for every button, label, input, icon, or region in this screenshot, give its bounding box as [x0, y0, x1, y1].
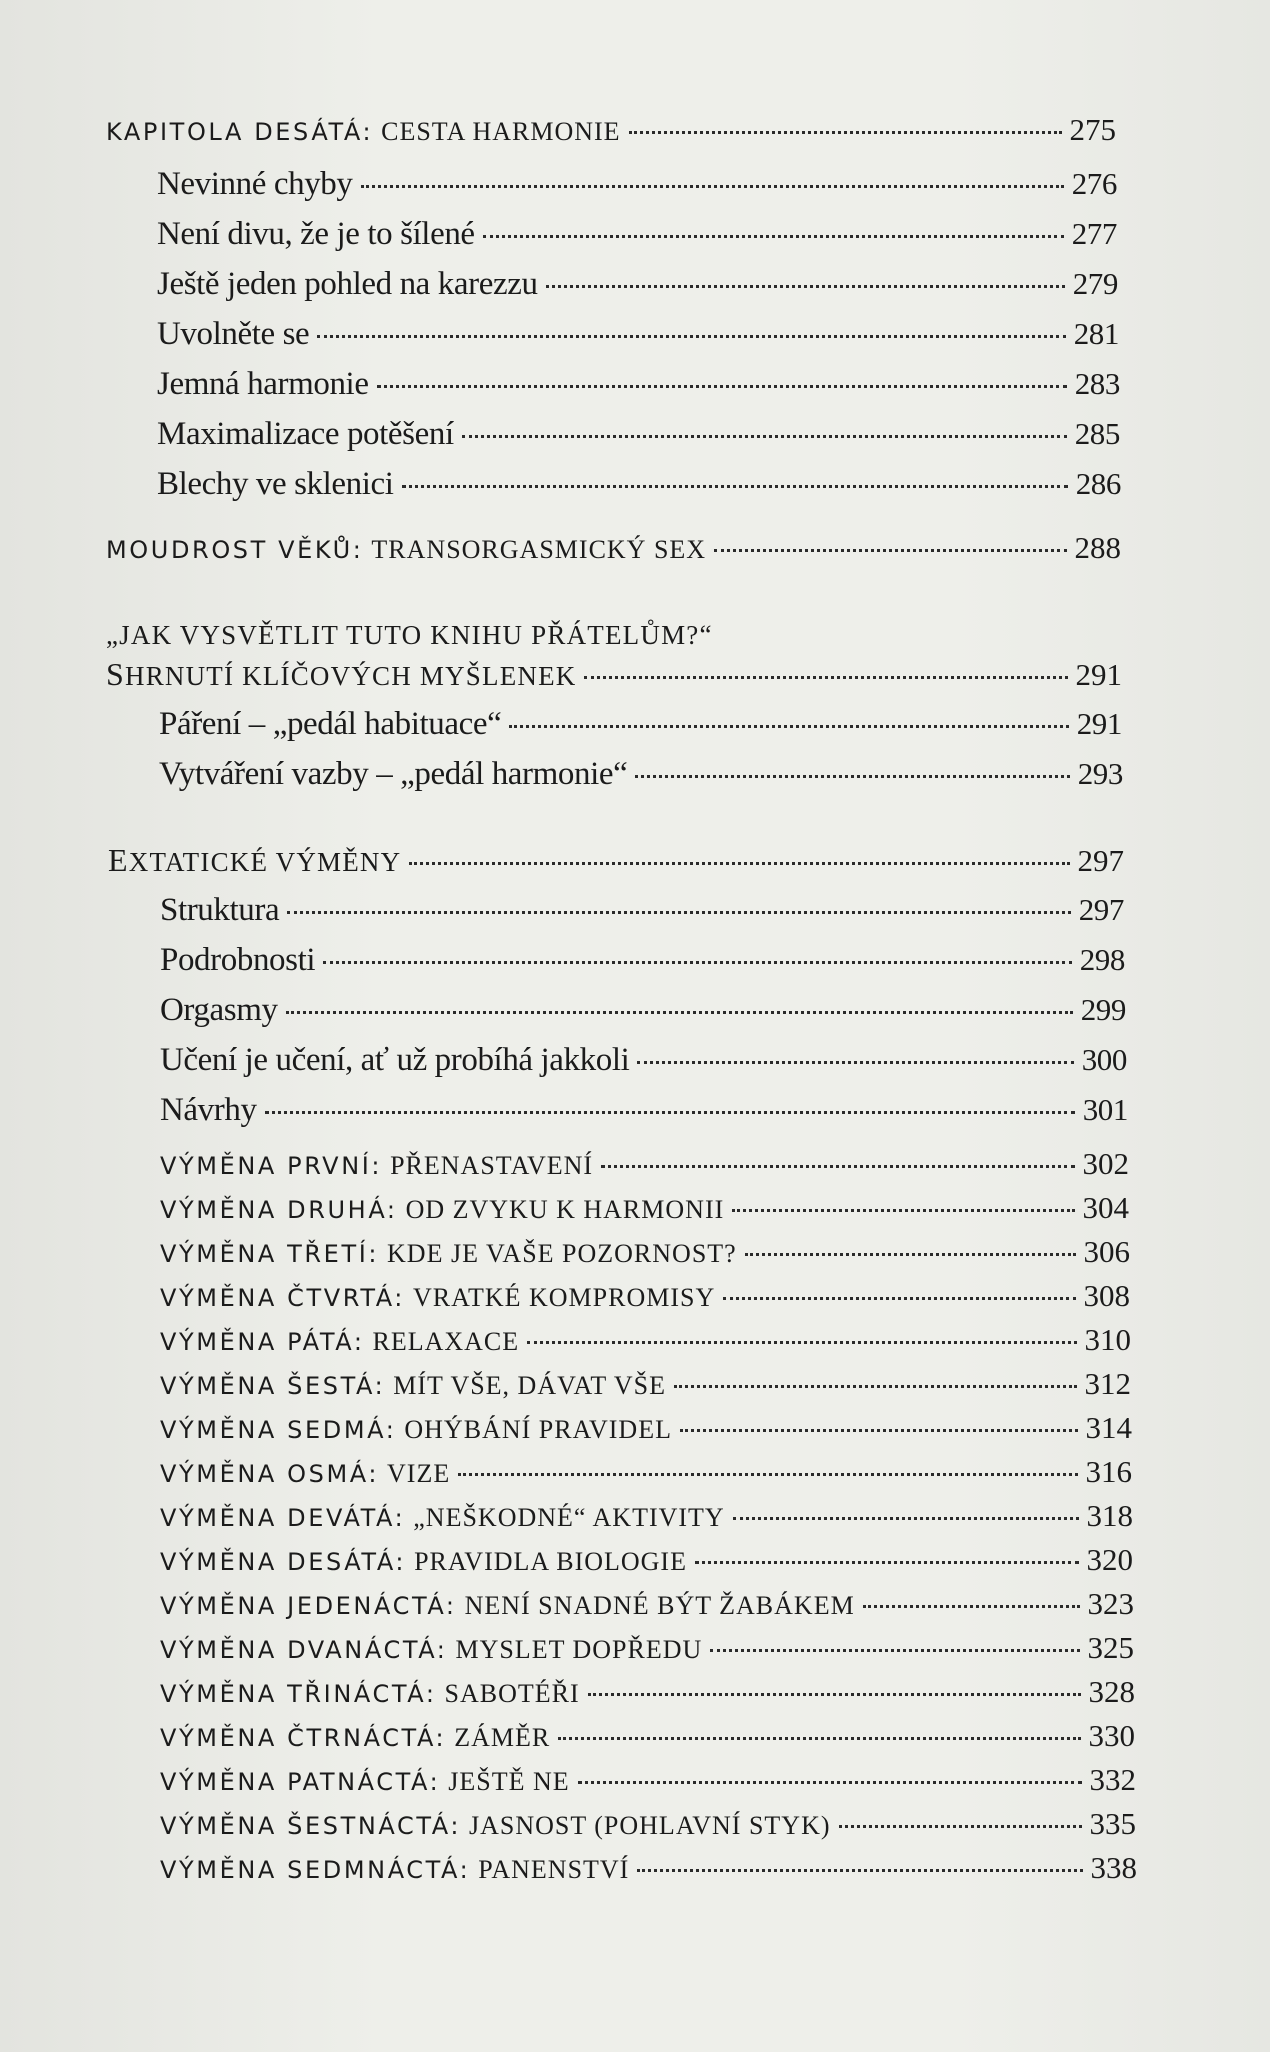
entry-text	[160, 1282, 715, 1313]
entry-title: Učení je učení, ať už probíhá jakkoli	[160, 1042, 630, 1078]
toc-entry	[157, 366, 1120, 403]
page-number: 328	[1088, 1674, 1135, 1709]
exchange-label: VÝMĚNA DRUHÁ:	[160, 1196, 398, 1224]
page-number: 320	[1086, 1542, 1133, 1577]
page-number: 332	[1089, 1762, 1136, 1797]
toc-chapter-entry	[106, 656, 1122, 693]
entry-title: EXTATICKÉ VÝMĚNY	[108, 842, 402, 878]
entry-title: Podrobnosti	[160, 942, 316, 978]
exchange-label: VÝMĚNA ČTVRTÁ:	[160, 1284, 405, 1312]
exchange-title: VIZE	[387, 1459, 451, 1488]
exchange-label: VÝMĚNA PÁTÁ:	[160, 1328, 365, 1356]
toc-exchange-entry	[160, 1234, 1130, 1270]
exchange-label: VÝMĚNA DEVÁTÁ:	[160, 1504, 406, 1532]
entry-text	[160, 1546, 687, 1577]
leader-dots	[745, 1253, 1076, 1256]
toc-entry	[160, 992, 1126, 1029]
exchange-label: VÝMĚNA DESÁTÁ:	[160, 1548, 407, 1576]
page-number: 297	[1078, 892, 1124, 927]
page-number: 276	[1071, 166, 1117, 201]
entry-text	[160, 1590, 855, 1621]
exchange-title: SABOTÉŘI	[444, 1679, 580, 1708]
leader-dots	[546, 285, 1065, 288]
entry-text	[160, 1414, 672, 1445]
leader-dots	[377, 385, 1067, 388]
page-number: 297	[1077, 843, 1124, 878]
page-number: 277	[1071, 216, 1117, 251]
entry-title: Orgasmy	[160, 992, 278, 1028]
toc-exchange-entry	[160, 1410, 1132, 1446]
leader-dots	[732, 1209, 1074, 1212]
exchange-title: „NEŠKODNÉ“ AKTIVITY	[413, 1503, 725, 1532]
page-number: 338	[1090, 1850, 1137, 1885]
toc-exchange-entry	[160, 1630, 1134, 1666]
leader-dots	[483, 235, 1064, 238]
exchange-title: PŘENASTAVENÍ	[390, 1151, 594, 1180]
exchange-title: RELAXACE	[372, 1327, 520, 1356]
toc-exchange-entry	[160, 1806, 1136, 1842]
leader-dots	[317, 335, 1065, 338]
page-number: 318	[1086, 1498, 1133, 1533]
leader-dots	[674, 1385, 1077, 1388]
section-heading: „JAK VYSVĚTLIT TUTO KNIHU PŘÁTELŮM?“	[106, 620, 713, 650]
toc-entry	[157, 216, 1117, 253]
toc-entry	[157, 266, 1118, 303]
toc-exchange-entry	[160, 1278, 1130, 1314]
exchange-title: MYSLET DOPŘEDU	[455, 1635, 703, 1664]
toc-chapter-entry	[106, 112, 1116, 148]
leader-dots	[710, 1649, 1079, 1652]
leader-dots	[458, 1473, 1077, 1476]
entry-title: Není divu, že je to šílené	[157, 216, 475, 252]
entry-text	[106, 116, 621, 147]
entry-text	[160, 1458, 450, 1489]
entry-text	[160, 1150, 593, 1181]
leader-dots	[863, 1605, 1080, 1608]
exchange-title: VRATKÉ KOMPROMISY	[412, 1283, 716, 1312]
exchange-label: VÝMĚNA ČTRNÁCTÁ:	[160, 1724, 447, 1752]
entry-title: Páření – „pedál habituace“	[159, 706, 502, 742]
exchange-label: VÝMĚNA PATNÁCTÁ:	[160, 1768, 441, 1796]
entry-text	[160, 1678, 580, 1709]
page-number: 283	[1074, 366, 1120, 401]
exchange-title: PRAVIDLA BIOLOGIE	[414, 1547, 687, 1576]
page-number: 316	[1085, 1454, 1132, 1489]
exchange-title: NENÍ SNADNÉ BÝT ŽABÁKEM	[464, 1591, 855, 1620]
leader-dots	[629, 131, 1062, 134]
leader-dots	[287, 911, 1070, 914]
toc-exchange-entry	[160, 1146, 1129, 1182]
toc-exchange-entry	[160, 1322, 1131, 1358]
page-number: 310	[1084, 1322, 1131, 1357]
exchange-title: KDE JE VAŠE POZORNOST?	[387, 1239, 737, 1268]
leader-dots	[361, 185, 1064, 188]
leader-dots	[714, 549, 1066, 552]
page-number: 306	[1083, 1234, 1130, 1269]
leader-dots	[695, 1561, 1079, 1564]
entry-text	[160, 1634, 702, 1665]
page-number: 288	[1074, 530, 1121, 565]
entry-title: Ještě jeden pohled na karezzu	[157, 266, 538, 302]
page-number: 335	[1089, 1806, 1136, 1841]
toc-entry	[160, 892, 1124, 929]
leader-dots	[402, 485, 1068, 488]
page-number: 323	[1087, 1586, 1134, 1621]
entry-text	[160, 1810, 831, 1841]
page-number: 281	[1073, 316, 1119, 351]
leader-dots	[527, 1341, 1076, 1344]
leader-dots	[635, 775, 1069, 778]
entry-text	[160, 1326, 519, 1357]
entry-text	[160, 1502, 725, 1533]
toc-exchange-entry	[160, 1674, 1135, 1710]
entry-title: Maximalizace potěšení	[157, 416, 454, 452]
exchange-label: VÝMĚNA TŘETÍ:	[160, 1240, 380, 1268]
entry-title: Vytváření vazby – „pedál harmonie“	[159, 756, 628, 792]
exchange-title: OD ZVYKU K HARMONII	[405, 1195, 725, 1224]
toc-chapter-entry	[108, 842, 1124, 879]
entry-text	[160, 1194, 724, 1225]
exchange-label: VÝMĚNA ŠESTÁ:	[160, 1372, 386, 1400]
leader-dots	[286, 1011, 1073, 1014]
page-number: 299	[1080, 992, 1126, 1027]
chapter-label: MOUDROST VĚKŮ:	[106, 536, 364, 564]
toc-entry	[160, 1092, 1128, 1129]
exchange-label: VÝMĚNA TŘINÁCTÁ:	[160, 1680, 437, 1708]
exchange-title: OHÝBÁNÍ PRAVIDEL	[404, 1415, 672, 1444]
leader-dots	[588, 1693, 1081, 1696]
entry-text	[106, 534, 706, 565]
exchange-title: PANENSTVÍ	[478, 1855, 630, 1884]
exchange-label: VÝMĚNA SEDMNÁCTÁ:	[160, 1856, 471, 1884]
page-number: 330	[1088, 1718, 1135, 1753]
entry-text	[160, 1238, 737, 1269]
leader-dots	[584, 676, 1067, 679]
leader-dots	[578, 1781, 1082, 1784]
entry-text	[160, 1370, 666, 1401]
page-number: 302	[1082, 1146, 1129, 1181]
page-number: 304	[1082, 1190, 1129, 1225]
chapter-title: TRANSORGASMICKÝ SEX	[371, 535, 707, 564]
page-number: 291	[1076, 706, 1122, 741]
toc-entry	[159, 706, 1122, 743]
toc-entry	[160, 1042, 1127, 1079]
chapter-label: KAPITOLA DESÁTÁ:	[106, 118, 374, 146]
leader-dots	[637, 1061, 1073, 1064]
entry-title: Struktura	[160, 892, 280, 928]
leader-dots	[462, 435, 1067, 438]
toc-entry	[157, 466, 1121, 503]
leader-dots	[601, 1165, 1074, 1168]
page-number: 314	[1085, 1410, 1132, 1445]
leader-dots	[733, 1517, 1079, 1520]
leader-dots	[323, 961, 1072, 964]
entry-title: SHRNUTÍ KLÍČOVÝCH MYŠLENEK	[106, 656, 577, 692]
page-number: 279	[1072, 266, 1118, 301]
entry-title: Jemná harmonie	[157, 366, 369, 402]
page-number: 275	[1069, 112, 1116, 147]
page-number: 291	[1075, 657, 1122, 692]
page-number: 300	[1081, 1042, 1127, 1077]
leader-dots	[723, 1297, 1075, 1300]
page-number: 325	[1087, 1630, 1134, 1665]
entry-title: Uvolněte se	[157, 316, 310, 352]
toc-exchange-entry	[160, 1454, 1132, 1490]
leader-dots	[680, 1429, 1078, 1432]
exchange-title: ZÁMĚR	[454, 1723, 551, 1752]
exchange-label: VÝMĚNA ŠESTNÁCTÁ:	[160, 1812, 462, 1840]
page-number: 308	[1083, 1278, 1130, 1313]
toc-exchange-entry	[160, 1542, 1133, 1578]
entry-text	[160, 1722, 550, 1753]
toc-exchange-entry	[160, 1762, 1136, 1798]
toc-entry	[157, 166, 1117, 203]
leader-dots	[637, 1869, 1082, 1872]
toc-exchange-entry	[160, 1718, 1135, 1754]
page-number: 312	[1084, 1366, 1131, 1401]
exchange-title: JASNOST (POHLAVNÍ STYK)	[468, 1811, 831, 1840]
toc-entry	[160, 942, 1125, 979]
page-number: 301	[1082, 1092, 1128, 1127]
entry-text	[160, 1766, 570, 1797]
exchange-label: VÝMĚNA JEDENÁCTÁ:	[160, 1592, 457, 1620]
exchange-label: VÝMĚNA PRVNÍ:	[160, 1152, 383, 1180]
exchange-title: MÍT VŠE, DÁVAT VŠE	[393, 1371, 666, 1400]
toc-entry	[157, 316, 1119, 353]
toc-entry	[159, 756, 1123, 793]
leader-dots	[839, 1825, 1082, 1828]
toc-chapter-entry	[106, 530, 1121, 566]
exchange-label: VÝMĚNA SEDMÁ:	[160, 1416, 397, 1444]
page-number: 293	[1077, 756, 1123, 791]
page-number: 285	[1074, 416, 1120, 451]
entry-text	[160, 1854, 629, 1885]
entry-title: Blechy ve sklenici	[157, 466, 394, 502]
leader-dots	[409, 862, 1069, 865]
exchange-label: VÝMĚNA OSMÁ:	[160, 1460, 380, 1488]
toc-exchange-entry	[160, 1190, 1129, 1226]
exchange-label: VÝMĚNA DVANÁCTÁ:	[160, 1636, 448, 1664]
toc-exchange-entry	[160, 1498, 1133, 1534]
leader-dots	[558, 1737, 1080, 1740]
toc-exchange-entry	[160, 1366, 1131, 1402]
toc-entry	[157, 416, 1120, 453]
page-number: 298	[1079, 942, 1125, 977]
entry-title: Nevinné chyby	[157, 166, 353, 202]
leader-dots	[265, 1111, 1075, 1114]
page-number: 286	[1075, 466, 1121, 501]
leader-dots	[509, 725, 1068, 728]
toc-exchange-entry	[160, 1586, 1134, 1622]
chapter-title: CESTA HARMONIE	[381, 117, 621, 146]
exchange-title: JEŠTĚ NE	[448, 1767, 570, 1796]
entry-title: Návrhy	[160, 1092, 257, 1128]
toc-exchange-entry	[160, 1850, 1137, 1886]
